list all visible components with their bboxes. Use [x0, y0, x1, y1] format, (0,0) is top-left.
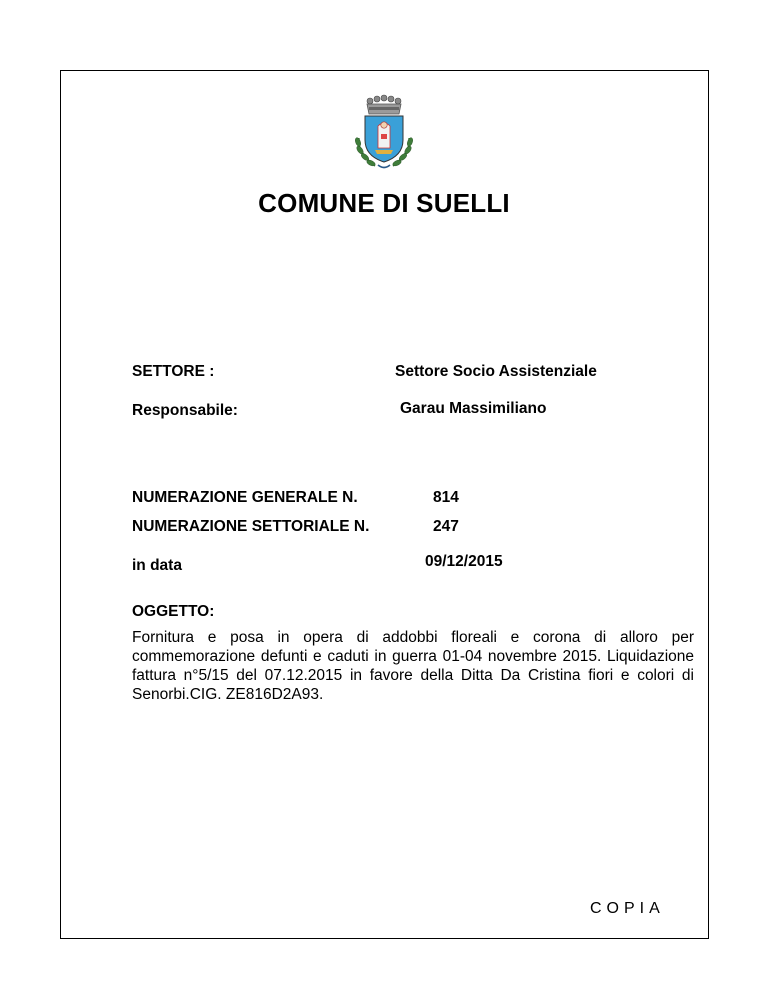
crown-icon — [367, 95, 401, 114]
num-generale-value: 814 — [433, 489, 459, 506]
num-settoriale-label: NUMERAZIONE SETTORIALE N. — [132, 518, 370, 535]
num-settoriale-value: 247 — [433, 518, 459, 535]
settore-value: Settore Socio Assistenziale — [395, 363, 597, 380]
oggetto-text: Fornitura e posa in opera di addobbi floreali e corona di alloro per commemorazione defunti e caduti in guerra 01-04 novembre 2015. Liquidazione fattura n°5/15 del 07.12.2015 in favore della Ditta Da Cristina fiori e colori di Senorbi.CIG. ZE816D2A93. — [132, 629, 694, 703]
page-title: COMUNE DI SUELLI — [258, 188, 510, 218]
ribbon-icon — [378, 165, 390, 168]
settore-label: SETTORE : — [132, 363, 215, 380]
shield-icon — [365, 116, 403, 162]
data-label: in data — [132, 557, 182, 574]
num-generale-label: NUMERAZIONE GENERALE N. — [132, 489, 358, 506]
comune-crest-icon — [345, 92, 423, 172]
data-value: 09/12/2015 — [425, 553, 503, 570]
oggetto-label: OGGETTO: — [132, 603, 215, 620]
responsabile-value: Garau Massimiliano — [400, 400, 547, 417]
responsabile-label: Responsabile: — [132, 402, 238, 419]
copia-stamp: COPIA — [590, 900, 665, 917]
